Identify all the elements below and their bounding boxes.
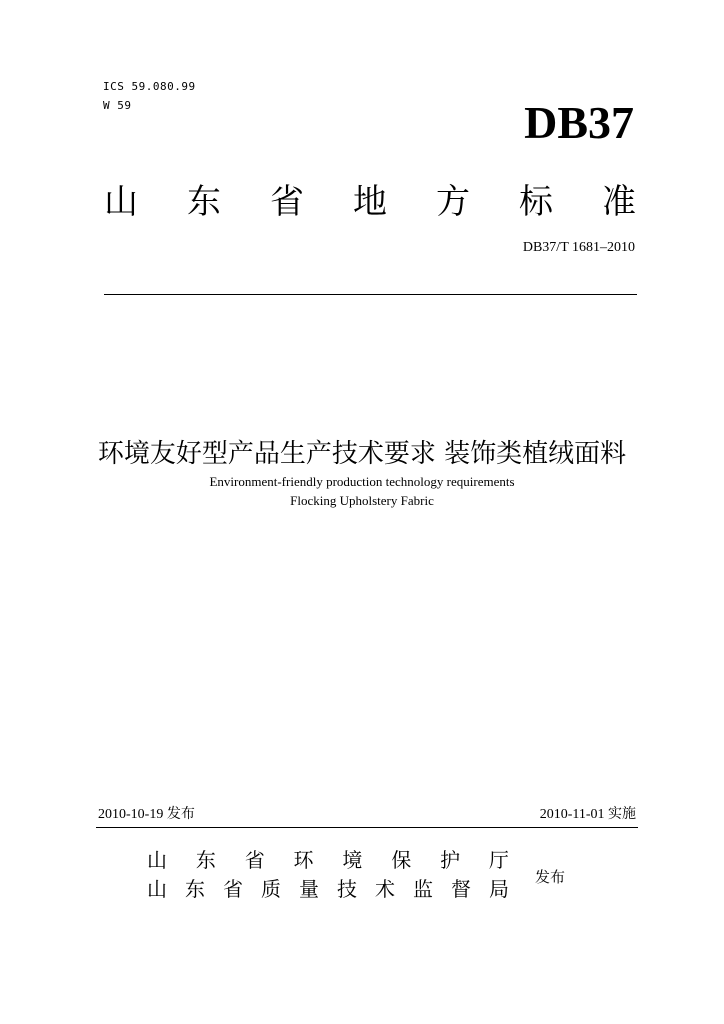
heading-character: 术 (375, 877, 395, 901)
footer-divider (96, 827, 638, 828)
heading-character: 省 (270, 182, 304, 222)
heading-character: 地 (353, 182, 387, 222)
implementation-date: 2010-11-01 实施 (539, 807, 636, 822)
heading-character: 局 (489, 877, 509, 901)
issuer-environmental-protection-dept (147, 850, 509, 870)
heading-character: 技 (337, 877, 357, 901)
heading-character: 境 (342, 848, 363, 872)
heading-character: 山 (147, 877, 167, 901)
document-title-en-line1: Environment-friendly production technology requirements (209, 474, 515, 489)
heading-character: 省 (244, 848, 265, 872)
heading-character: 监 (413, 877, 433, 901)
ics-code: ICS 59.080.99 (103, 80, 196, 93)
heading-character: 准 (602, 182, 636, 222)
heading-character: 山 (104, 182, 138, 222)
standard-mark: DB37 (524, 97, 634, 148)
heading-character: 环 (293, 848, 314, 872)
heading-character: 护 (440, 848, 461, 872)
classification-code: W 59 (103, 99, 132, 112)
header-divider (104, 294, 637, 295)
heading-character: 量 (299, 877, 319, 901)
heading-character: 标 (519, 182, 553, 222)
document-title-cn: 环境友好型产品生产技术要求 装饰类植绒面料 (97, 439, 627, 469)
issue-date: 2010-10-19 发布 (98, 807, 195, 822)
heading-character: 山 (147, 848, 167, 872)
heading-character: 东 (195, 848, 216, 872)
heading-character: 督 (451, 877, 471, 901)
heading-character: 东 (187, 182, 221, 222)
heading-character: 保 (391, 848, 412, 872)
standard-number: DB37/T 1681–2010 (522, 240, 635, 255)
document-title-en-line2: Flocking Upholstery Fabric (290, 493, 434, 508)
heading-character: 质 (261, 877, 281, 901)
heading-character: 东 (185, 877, 205, 901)
issuer-quality-supervision-bureau (147, 879, 509, 899)
issued-label: 发布 (535, 868, 566, 886)
heading-character: 厅 (488, 848, 509, 872)
heading-character: 方 (436, 182, 470, 222)
standard-type-heading (104, 182, 636, 222)
heading-character: 省 (223, 877, 243, 901)
